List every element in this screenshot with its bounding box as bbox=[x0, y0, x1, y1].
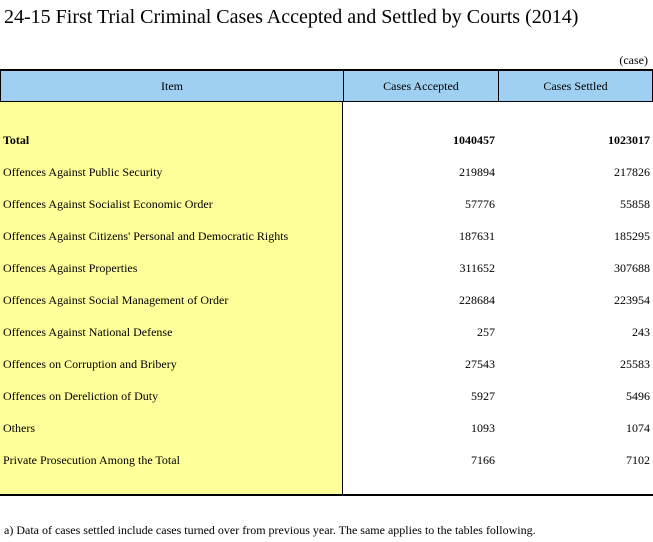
row-label: Offences Against National Defense bbox=[3, 325, 173, 339]
table-bottom-border bbox=[0, 494, 653, 496]
cases-accepted-cell: 219894 bbox=[459, 165, 495, 179]
page-title: 24-15 First Trial Criminal Cases Accepted and Settled by Courts (2014) bbox=[4, 6, 579, 28]
row-label: Private Prosecution Among the Total bbox=[3, 453, 180, 467]
cases-accepted-cell: 311652 bbox=[459, 261, 495, 275]
row-label: Offences Against Citizens' Personal and Democratic Rights bbox=[3, 229, 289, 243]
table-row bbox=[0, 284, 653, 316]
cases-settled-cell: 217826 bbox=[614, 165, 650, 179]
row-label: Offences Against Public Security bbox=[3, 165, 163, 179]
row-label: Offences Against Socialist Economic Order bbox=[3, 197, 213, 211]
row-label: Offences on Corruption and Bribery bbox=[3, 357, 177, 371]
cases-settled-cell: 7102 bbox=[626, 453, 650, 467]
row-label: Others bbox=[3, 421, 35, 435]
cases-settled-cell: 223954 bbox=[614, 293, 650, 307]
cases-settled-cell: 243 bbox=[632, 325, 650, 339]
cases-settled-cell: 185295 bbox=[614, 229, 650, 243]
table-row bbox=[0, 316, 653, 348]
header-item: Item bbox=[0, 69, 343, 102]
cases-accepted-cell: 57776 bbox=[465, 197, 495, 211]
table-row bbox=[0, 444, 653, 476]
header-cases-settled: Cases Settled bbox=[498, 69, 653, 102]
cases-accepted-cell: 1040457 bbox=[453, 133, 495, 147]
cases-accepted-cell: 7166 bbox=[471, 453, 495, 467]
cases-settled-cell: 25583 bbox=[620, 357, 650, 371]
table-row bbox=[0, 348, 653, 380]
cases-accepted-cell: 1093 bbox=[471, 421, 495, 435]
table-row bbox=[0, 252, 653, 284]
unit-label: (case) bbox=[619, 53, 648, 67]
table-row bbox=[0, 188, 653, 220]
cases-settled-cell: 1074 bbox=[626, 421, 650, 435]
row-label: Offences on Dereliction of Duty bbox=[3, 389, 159, 403]
table-row bbox=[0, 412, 653, 444]
table-row bbox=[0, 156, 653, 188]
cases-accepted-cell: 5927 bbox=[471, 389, 495, 403]
cases-settled-cell: 1023017 bbox=[608, 133, 650, 147]
row-label: Total bbox=[3, 133, 30, 147]
table-row-total bbox=[0, 124, 653, 156]
data-table bbox=[0, 69, 653, 496]
table-row bbox=[0, 220, 653, 252]
row-label: Offences Against Properties bbox=[3, 261, 138, 275]
cases-settled-cell: 307688 bbox=[614, 261, 650, 275]
row-label: Offences Against Social Management of Order bbox=[3, 293, 229, 307]
cases-accepted-cell: 187631 bbox=[459, 229, 495, 243]
header-cases-accepted: Cases Accepted bbox=[343, 69, 498, 102]
cases-accepted-cell: 27543 bbox=[465, 357, 495, 371]
footnote: a) Data of cases settled include cases turned over from previous year. The same applies to the tables following. bbox=[4, 523, 536, 537]
table-row bbox=[0, 380, 653, 412]
cases-settled-cell: 5496 bbox=[626, 389, 650, 403]
cases-settled-cell: 55858 bbox=[620, 197, 650, 211]
cases-accepted-cell: 228684 bbox=[459, 293, 495, 307]
cases-accepted-cell: 257 bbox=[477, 325, 495, 339]
